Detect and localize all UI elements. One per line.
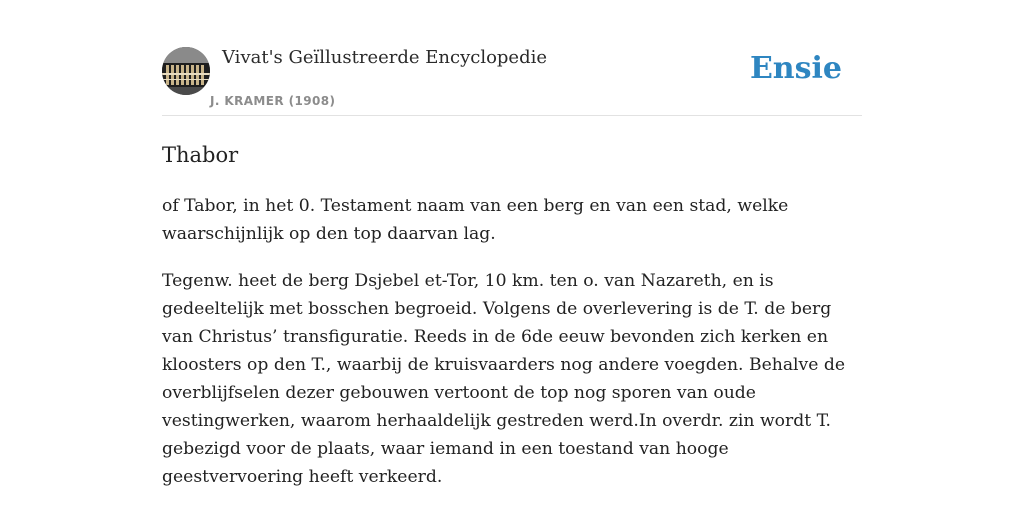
encyclopedia-books-avatar-icon[interactable] [162, 47, 210, 95]
entry-card [162, 0, 862, 512]
entry-paragraph-1: of Tabor, in het 0. Testament naam van een berg en van een stad, welke waarschijnlijk op den top daarvan lag. [162, 196, 789, 244]
brand-logo[interactable]: Ensie [749, 51, 842, 86]
source-title[interactable]: Vivat's Geïllustreerde Encyclopedie [222, 47, 548, 68]
entry-title: Thabor [162, 143, 239, 167]
source-author: J. KRAMER (1908) [210, 94, 336, 108]
source-header [162, 0, 862, 116]
entry-paragraph-2: Tegenw. heet de berg Dsjebel et-Tor, 10 km. ten o. van Nazareth, en is gedeeltelijk met bosschen begroeid. Volgens de overlevering is de T. de berg van Christus’ transfiguratie. Reeds in de 6de eeuw bevonden zich kerken en kloosters op den T., waarbij de kruisvaarders nog andere voegden. Behalve de overblijfselen dezer gebouwen vertoont de top nog sporen van oude vestingwerken, waarom herhaaldelijk gestreden werd.In overdr. zin wordt T. gebezigd voor de plaats, waar iemand in een toestand van hooge geestvervoering heeft verkeerd. [162, 271, 846, 487]
